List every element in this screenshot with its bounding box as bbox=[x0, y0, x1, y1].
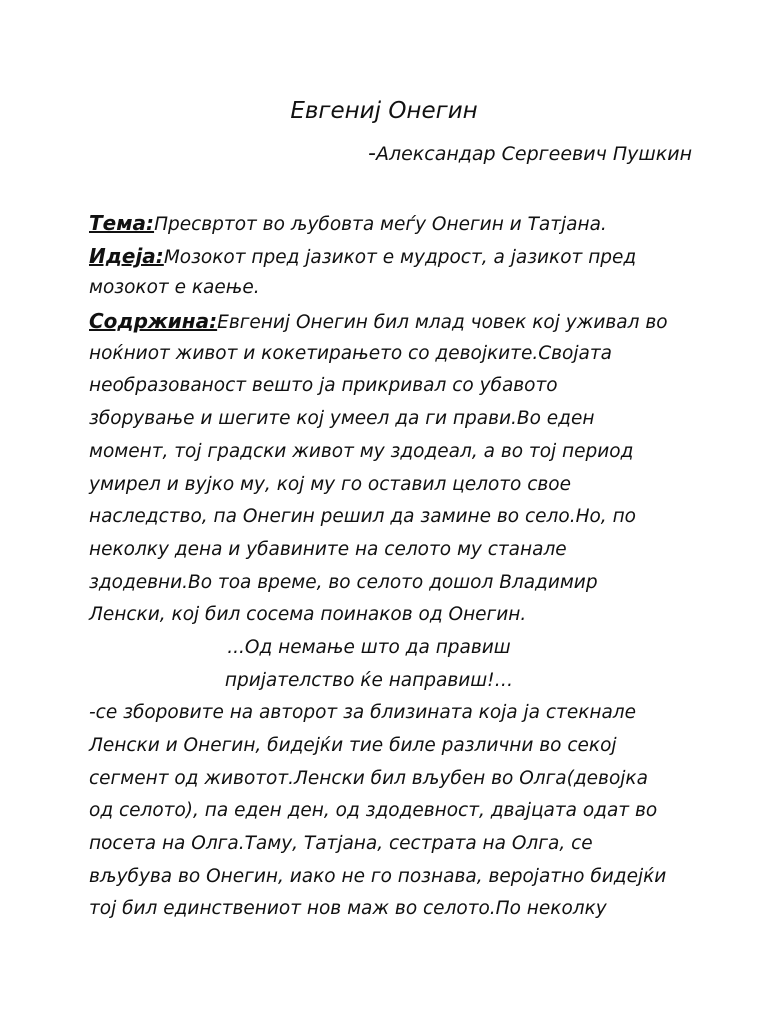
sodrzina-line: необразованост вешто ја прикривал со убавото bbox=[89, 375, 558, 397]
sodrzina-line: Ленски, кој бил сосема поинаков од Онегин. bbox=[89, 604, 527, 626]
continuation-line: од селото), па еден ден, од здодевност, двајцата одат во bbox=[89, 800, 658, 822]
sodrzina-paragraph bbox=[89, 305, 689, 338]
continuation-line: вљубува во Онегин, иако не го познава, веројатно бидејќи bbox=[89, 865, 667, 887]
quote-line: ...Од немање што да правиш bbox=[227, 636, 511, 658]
ideja-text-line: мозокот е каење. bbox=[89, 277, 260, 299]
sodrzina-line: умирел и вујко му, кој му го оставил целото свое bbox=[89, 473, 572, 495]
continuation-line: сегмент од животот.Ленски бил вљубен во Олга(девојка bbox=[89, 767, 648, 789]
author-name: Александар Сергеевич Пушкин bbox=[375, 143, 693, 165]
tema-paragraph bbox=[89, 207, 689, 240]
ideja-text: Мозокот пред јазикот е мудрост, а јазикот пред bbox=[163, 246, 637, 268]
ideja-label: Идеја: bbox=[89, 243, 164, 268]
ideja-paragraph bbox=[89, 240, 689, 273]
tema-label: Тема: bbox=[89, 211, 155, 235]
sodrzina-label: Содржина: bbox=[89, 309, 218, 334]
sodrzina-text: Евгениј Онегин бил млад човек кој уживал во bbox=[217, 312, 668, 334]
sodrzina-line: ноќниот живот и кокетирањето со девојките.Својата bbox=[89, 342, 612, 364]
tema-text: Пресвртот во љубовта меѓу Онегин и Татјана. bbox=[154, 214, 607, 235]
continuation-line: -се зборовите на авторот за близината која ја стекнале bbox=[89, 702, 637, 724]
sodrzina-line: неколку дена и убавините на селото му станале bbox=[89, 538, 567, 560]
sodrzina-line: здодевни.Во тоа време, во селото дошол Владимир bbox=[89, 571, 598, 593]
author-dash: - bbox=[368, 141, 376, 166]
document-author bbox=[368, 140, 692, 168]
document-title: Евгениј Онегин bbox=[290, 98, 478, 124]
sodrzina-line: зборување и шегите кој умеел да ги прави.Во еден bbox=[89, 408, 595, 430]
continuation-line: тој бил единствениот нов маж во селото.По неколку bbox=[89, 898, 607, 920]
document-body bbox=[89, 207, 689, 926]
continuation-line: посета на Олга.Таму, Татјана, сестрата на Олга, се bbox=[89, 833, 593, 855]
continuation-line: Ленски и Онегин, бидејќи тие биле различни во секој bbox=[89, 735, 617, 756]
sodrzina-line: момент, тој градски живот му здодеал, а во тој период bbox=[89, 440, 634, 462]
sodrzina-line: наследство, па Онегин решил да замине во село.Но, по bbox=[89, 506, 636, 528]
quote-line: пријателство ќе направиш!… bbox=[224, 669, 514, 691]
